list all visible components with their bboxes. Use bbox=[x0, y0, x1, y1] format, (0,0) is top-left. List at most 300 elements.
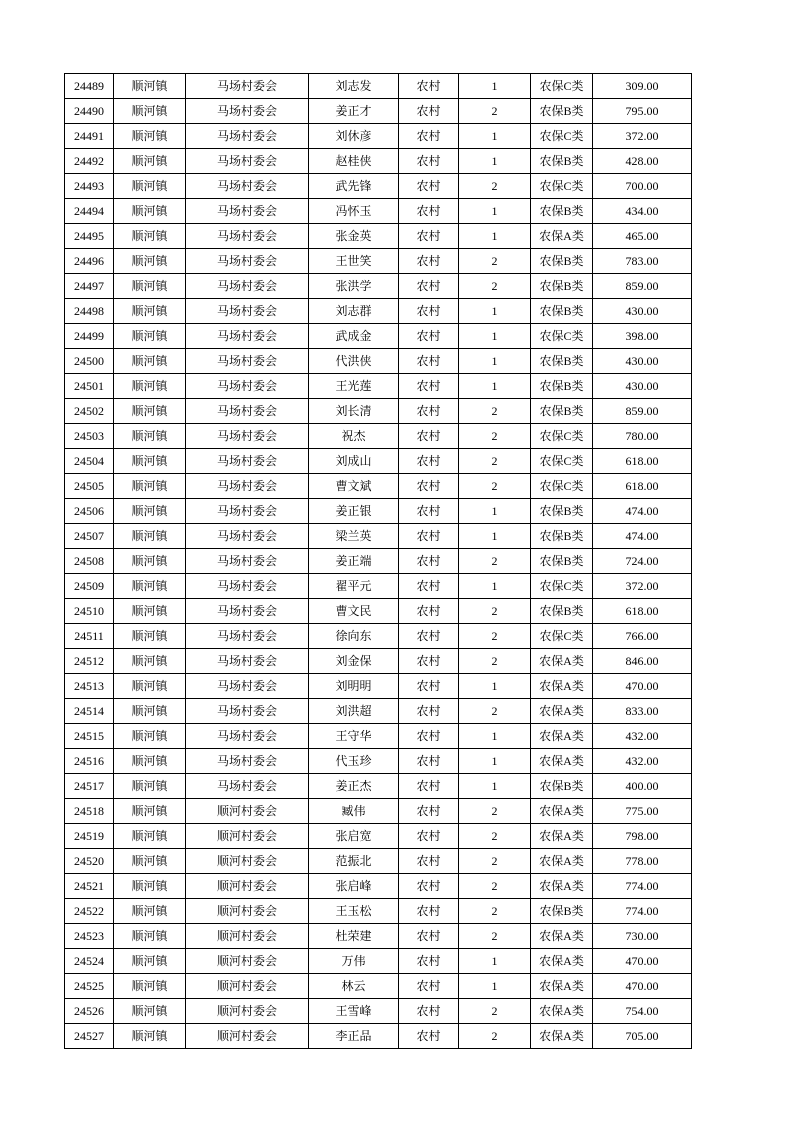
cell-village: 马场村委会 bbox=[186, 449, 309, 474]
cell-amount: 780.00 bbox=[593, 424, 692, 449]
cell-name: 王守华 bbox=[309, 724, 399, 749]
cell-village: 马场村委会 bbox=[186, 374, 309, 399]
cell-residence: 农村 bbox=[399, 699, 459, 724]
cell-amount: 430.00 bbox=[593, 349, 692, 374]
cell-id: 24504 bbox=[65, 449, 114, 474]
cell-category: 农保A类 bbox=[531, 674, 593, 699]
cell-residence: 农村 bbox=[399, 74, 459, 99]
cell-count: 2 bbox=[459, 824, 531, 849]
cell-amount: 766.00 bbox=[593, 624, 692, 649]
cell-id: 24509 bbox=[65, 574, 114, 599]
cell-village: 马场村委会 bbox=[186, 749, 309, 774]
cell-category: 农保C类 bbox=[531, 324, 593, 349]
cell-name: 刘长清 bbox=[309, 399, 399, 424]
table-row bbox=[65, 699, 692, 724]
cell-residence: 农村 bbox=[399, 99, 459, 124]
table-row bbox=[65, 924, 692, 949]
cell-town: 顺河镇 bbox=[114, 874, 186, 899]
table-row bbox=[65, 849, 692, 874]
table-row bbox=[65, 299, 692, 324]
cell-residence: 农村 bbox=[399, 449, 459, 474]
cell-residence: 农村 bbox=[399, 824, 459, 849]
cell-category: 农保B类 bbox=[531, 374, 593, 399]
cell-town: 顺河镇 bbox=[114, 274, 186, 299]
cell-count: 2 bbox=[459, 99, 531, 124]
cell-village: 马场村委会 bbox=[186, 399, 309, 424]
cell-id: 24514 bbox=[65, 699, 114, 724]
cell-id: 24516 bbox=[65, 749, 114, 774]
cell-id: 24526 bbox=[65, 999, 114, 1024]
cell-category: 农保A类 bbox=[531, 824, 593, 849]
cell-name: 姜正杰 bbox=[309, 774, 399, 799]
cell-residence: 农村 bbox=[399, 374, 459, 399]
cell-name: 姜正才 bbox=[309, 99, 399, 124]
table-row bbox=[65, 374, 692, 399]
cell-village: 马场村委会 bbox=[186, 149, 309, 174]
cell-id: 24520 bbox=[65, 849, 114, 874]
cell-count: 2 bbox=[459, 624, 531, 649]
cell-village: 马场村委会 bbox=[186, 549, 309, 574]
cell-count: 1 bbox=[459, 74, 531, 99]
cell-name: 徐向东 bbox=[309, 624, 399, 649]
cell-category: 农保B类 bbox=[531, 249, 593, 274]
cell-count: 1 bbox=[459, 574, 531, 599]
cell-amount: 309.00 bbox=[593, 74, 692, 99]
cell-category: 农保A类 bbox=[531, 1024, 593, 1049]
cell-count: 2 bbox=[459, 1024, 531, 1049]
table-row bbox=[65, 424, 692, 449]
cell-count: 2 bbox=[459, 449, 531, 474]
cell-id: 24519 bbox=[65, 824, 114, 849]
cell-amount: 724.00 bbox=[593, 549, 692, 574]
cell-name: 张启峰 bbox=[309, 874, 399, 899]
cell-category: 农保A类 bbox=[531, 874, 593, 899]
table-row bbox=[65, 899, 692, 924]
cell-category: 农保C类 bbox=[531, 124, 593, 149]
cell-name: 王世笑 bbox=[309, 249, 399, 274]
cell-amount: 470.00 bbox=[593, 974, 692, 999]
cell-amount: 798.00 bbox=[593, 824, 692, 849]
cell-id: 24515 bbox=[65, 724, 114, 749]
table-row bbox=[65, 649, 692, 674]
cell-id: 24495 bbox=[65, 224, 114, 249]
cell-name: 刘金保 bbox=[309, 649, 399, 674]
cell-village: 马场村委会 bbox=[186, 499, 309, 524]
cell-village: 马场村委会 bbox=[186, 649, 309, 674]
cell-name: 冯怀玉 bbox=[309, 199, 399, 224]
cell-category: 农保B类 bbox=[531, 299, 593, 324]
cell-id: 24491 bbox=[65, 124, 114, 149]
cell-name: 王玉松 bbox=[309, 899, 399, 924]
cell-village: 马场村委会 bbox=[186, 574, 309, 599]
cell-amount: 400.00 bbox=[593, 774, 692, 799]
cell-id: 24506 bbox=[65, 499, 114, 524]
cell-residence: 农村 bbox=[399, 924, 459, 949]
cell-village: 顺河村委会 bbox=[186, 924, 309, 949]
cell-village: 顺河村委会 bbox=[186, 1024, 309, 1049]
table-row bbox=[65, 674, 692, 699]
table-row bbox=[65, 874, 692, 899]
cell-category: 农保B类 bbox=[531, 274, 593, 299]
cell-count: 2 bbox=[459, 924, 531, 949]
cell-category: 农保A类 bbox=[531, 649, 593, 674]
cell-town: 顺河镇 bbox=[114, 549, 186, 574]
cell-residence: 农村 bbox=[399, 324, 459, 349]
cell-village: 马场村委会 bbox=[186, 274, 309, 299]
cell-town: 顺河镇 bbox=[114, 174, 186, 199]
cell-name: 武成金 bbox=[309, 324, 399, 349]
cell-category: 农保C类 bbox=[531, 574, 593, 599]
cell-count: 1 bbox=[459, 524, 531, 549]
cell-town: 顺河镇 bbox=[114, 224, 186, 249]
cell-residence: 农村 bbox=[399, 674, 459, 699]
table-row bbox=[65, 524, 692, 549]
cell-town: 顺河镇 bbox=[114, 599, 186, 624]
cell-amount: 833.00 bbox=[593, 699, 692, 724]
benefits-table bbox=[64, 73, 692, 1049]
cell-name: 刘休彦 bbox=[309, 124, 399, 149]
cell-count: 1 bbox=[459, 499, 531, 524]
cell-name: 刘志群 bbox=[309, 299, 399, 324]
cell-residence: 农村 bbox=[399, 149, 459, 174]
table-row bbox=[65, 774, 692, 799]
cell-town: 顺河镇 bbox=[114, 299, 186, 324]
cell-name: 刘志发 bbox=[309, 74, 399, 99]
cell-id: 24513 bbox=[65, 674, 114, 699]
cell-id: 24499 bbox=[65, 324, 114, 349]
cell-count: 2 bbox=[459, 399, 531, 424]
cell-id: 24496 bbox=[65, 249, 114, 274]
cell-amount: 432.00 bbox=[593, 724, 692, 749]
table-row bbox=[65, 549, 692, 574]
table-row bbox=[65, 949, 692, 974]
cell-town: 顺河镇 bbox=[114, 124, 186, 149]
cell-town: 顺河镇 bbox=[114, 774, 186, 799]
table-row bbox=[65, 824, 692, 849]
cell-amount: 795.00 bbox=[593, 99, 692, 124]
cell-amount: 775.00 bbox=[593, 799, 692, 824]
cell-category: 农保C类 bbox=[531, 474, 593, 499]
cell-count: 2 bbox=[459, 424, 531, 449]
cell-residence: 农村 bbox=[399, 399, 459, 424]
cell-village: 马场村委会 bbox=[186, 699, 309, 724]
cell-category: 农保B类 bbox=[531, 149, 593, 174]
cell-amount: 700.00 bbox=[593, 174, 692, 199]
cell-town: 顺河镇 bbox=[114, 449, 186, 474]
cell-category: 农保C类 bbox=[531, 74, 593, 99]
cell-residence: 农村 bbox=[399, 549, 459, 574]
cell-amount: 430.00 bbox=[593, 299, 692, 324]
cell-id: 24503 bbox=[65, 424, 114, 449]
cell-amount: 705.00 bbox=[593, 1024, 692, 1049]
cell-village: 顺河村委会 bbox=[186, 899, 309, 924]
cell-town: 顺河镇 bbox=[114, 674, 186, 699]
cell-category: 农保C类 bbox=[531, 449, 593, 474]
cell-village: 马场村委会 bbox=[186, 424, 309, 449]
cell-village: 马场村委会 bbox=[186, 199, 309, 224]
cell-id: 24518 bbox=[65, 799, 114, 824]
cell-village: 马场村委会 bbox=[186, 224, 309, 249]
cell-count: 1 bbox=[459, 299, 531, 324]
cell-town: 顺河镇 bbox=[114, 524, 186, 549]
cell-count: 1 bbox=[459, 724, 531, 749]
cell-amount: 754.00 bbox=[593, 999, 692, 1024]
cell-amount: 465.00 bbox=[593, 224, 692, 249]
cell-id: 24493 bbox=[65, 174, 114, 199]
cell-village: 马场村委会 bbox=[186, 774, 309, 799]
table-row bbox=[65, 274, 692, 299]
cell-count: 2 bbox=[459, 999, 531, 1024]
table-row bbox=[65, 349, 692, 374]
cell-count: 2 bbox=[459, 899, 531, 924]
cell-amount: 474.00 bbox=[593, 499, 692, 524]
cell-id: 24512 bbox=[65, 649, 114, 674]
table-row bbox=[65, 974, 692, 999]
cell-amount: 783.00 bbox=[593, 249, 692, 274]
cell-amount: 398.00 bbox=[593, 324, 692, 349]
cell-id: 24490 bbox=[65, 99, 114, 124]
cell-count: 2 bbox=[459, 874, 531, 899]
cell-town: 顺河镇 bbox=[114, 474, 186, 499]
cell-town: 顺河镇 bbox=[114, 349, 186, 374]
cell-name: 王光莲 bbox=[309, 374, 399, 399]
cell-town: 顺河镇 bbox=[114, 624, 186, 649]
cell-village: 马场村委会 bbox=[186, 174, 309, 199]
table-row bbox=[65, 449, 692, 474]
table-row bbox=[65, 99, 692, 124]
cell-name: 刘明明 bbox=[309, 674, 399, 699]
cell-name: 代玉珍 bbox=[309, 749, 399, 774]
cell-category: 农保A类 bbox=[531, 699, 593, 724]
cell-residence: 农村 bbox=[399, 749, 459, 774]
cell-count: 2 bbox=[459, 599, 531, 624]
table-row bbox=[65, 799, 692, 824]
cell-residence: 农村 bbox=[399, 499, 459, 524]
cell-count: 1 bbox=[459, 774, 531, 799]
cell-count: 1 bbox=[459, 674, 531, 699]
cell-town: 顺河镇 bbox=[114, 399, 186, 424]
table-row bbox=[65, 749, 692, 774]
cell-name: 张洪学 bbox=[309, 274, 399, 299]
cell-residence: 农村 bbox=[399, 599, 459, 624]
cell-town: 顺河镇 bbox=[114, 699, 186, 724]
cell-count: 1 bbox=[459, 749, 531, 774]
cell-village: 马场村委会 bbox=[186, 324, 309, 349]
cell-residence: 农村 bbox=[399, 474, 459, 499]
cell-id: 24500 bbox=[65, 349, 114, 374]
cell-count: 1 bbox=[459, 224, 531, 249]
cell-amount: 774.00 bbox=[593, 899, 692, 924]
cell-village: 马场村委会 bbox=[186, 99, 309, 124]
table-row bbox=[65, 124, 692, 149]
cell-id: 24522 bbox=[65, 899, 114, 924]
cell-count: 1 bbox=[459, 124, 531, 149]
cell-count: 2 bbox=[459, 249, 531, 274]
cell-village: 马场村委会 bbox=[186, 599, 309, 624]
cell-id: 24517 bbox=[65, 774, 114, 799]
cell-amount: 730.00 bbox=[593, 924, 692, 949]
cell-name: 梁兰英 bbox=[309, 524, 399, 549]
cell-residence: 农村 bbox=[399, 174, 459, 199]
cell-residence: 农村 bbox=[399, 949, 459, 974]
table-row bbox=[65, 149, 692, 174]
cell-residence: 农村 bbox=[399, 574, 459, 599]
cell-residence: 农村 bbox=[399, 299, 459, 324]
table-row bbox=[65, 999, 692, 1024]
cell-town: 顺河镇 bbox=[114, 574, 186, 599]
cell-residence: 农村 bbox=[399, 974, 459, 999]
table-row bbox=[65, 74, 692, 99]
cell-id: 24502 bbox=[65, 399, 114, 424]
cell-village: 顺河村委会 bbox=[186, 974, 309, 999]
cell-residence: 农村 bbox=[399, 849, 459, 874]
cell-village: 马场村委会 bbox=[186, 524, 309, 549]
cell-count: 1 bbox=[459, 324, 531, 349]
cell-village: 马场村委会 bbox=[186, 74, 309, 99]
cell-category: 农保B类 bbox=[531, 524, 593, 549]
cell-village: 顺河村委会 bbox=[186, 849, 309, 874]
cell-village: 马场村委会 bbox=[186, 474, 309, 499]
cell-residence: 农村 bbox=[399, 899, 459, 924]
cell-id: 24501 bbox=[65, 374, 114, 399]
cell-village: 马场村委会 bbox=[186, 299, 309, 324]
cell-amount: 859.00 bbox=[593, 274, 692, 299]
table-row bbox=[65, 499, 692, 524]
cell-amount: 432.00 bbox=[593, 749, 692, 774]
cell-category: 农保A类 bbox=[531, 949, 593, 974]
cell-village: 马场村委会 bbox=[186, 674, 309, 699]
cell-count: 2 bbox=[459, 549, 531, 574]
cell-count: 1 bbox=[459, 949, 531, 974]
table-row bbox=[65, 324, 692, 349]
cell-village: 马场村委会 bbox=[186, 624, 309, 649]
cell-category: 农保A类 bbox=[531, 849, 593, 874]
cell-town: 顺河镇 bbox=[114, 899, 186, 924]
cell-count: 2 bbox=[459, 849, 531, 874]
table-row bbox=[65, 724, 692, 749]
cell-amount: 470.00 bbox=[593, 949, 692, 974]
cell-id: 24489 bbox=[65, 74, 114, 99]
cell-name: 王雪峰 bbox=[309, 999, 399, 1024]
cell-town: 顺河镇 bbox=[114, 249, 186, 274]
cell-name: 代洪侠 bbox=[309, 349, 399, 374]
cell-town: 顺河镇 bbox=[114, 999, 186, 1024]
cell-amount: 859.00 bbox=[593, 399, 692, 424]
cell-category: 农保C类 bbox=[531, 624, 593, 649]
cell-count: 1 bbox=[459, 149, 531, 174]
cell-category: 农保B类 bbox=[531, 199, 593, 224]
cell-count: 1 bbox=[459, 349, 531, 374]
cell-amount: 428.00 bbox=[593, 149, 692, 174]
cell-amount: 846.00 bbox=[593, 649, 692, 674]
cell-category: 农保B类 bbox=[531, 399, 593, 424]
table-body bbox=[65, 74, 692, 1049]
table-row bbox=[65, 599, 692, 624]
cell-amount: 430.00 bbox=[593, 374, 692, 399]
cell-village: 顺河村委会 bbox=[186, 824, 309, 849]
cell-name: 李正品 bbox=[309, 1024, 399, 1049]
cell-category: 农保B类 bbox=[531, 599, 593, 624]
table-row bbox=[65, 624, 692, 649]
cell-id: 24505 bbox=[65, 474, 114, 499]
table-row bbox=[65, 574, 692, 599]
cell-id: 24521 bbox=[65, 874, 114, 899]
cell-residence: 农村 bbox=[399, 274, 459, 299]
cell-name: 张启宽 bbox=[309, 824, 399, 849]
table-row bbox=[65, 224, 692, 249]
cell-count: 1 bbox=[459, 199, 531, 224]
table-row bbox=[65, 399, 692, 424]
cell-amount: 434.00 bbox=[593, 199, 692, 224]
cell-town: 顺河镇 bbox=[114, 424, 186, 449]
cell-name: 曹文斌 bbox=[309, 474, 399, 499]
cell-residence: 农村 bbox=[399, 349, 459, 374]
cell-category: 农保B类 bbox=[531, 499, 593, 524]
cell-name: 臧伟 bbox=[309, 799, 399, 824]
cell-category: 农保C类 bbox=[531, 174, 593, 199]
cell-id: 24508 bbox=[65, 549, 114, 574]
cell-town: 顺河镇 bbox=[114, 749, 186, 774]
cell-town: 顺河镇 bbox=[114, 324, 186, 349]
cell-residence: 农村 bbox=[399, 524, 459, 549]
cell-count: 2 bbox=[459, 699, 531, 724]
cell-amount: 372.00 bbox=[593, 124, 692, 149]
table-sheet bbox=[64, 73, 692, 1049]
cell-id: 24497 bbox=[65, 274, 114, 299]
cell-id: 24507 bbox=[65, 524, 114, 549]
cell-name: 范振北 bbox=[309, 849, 399, 874]
cell-town: 顺河镇 bbox=[114, 724, 186, 749]
cell-count: 2 bbox=[459, 474, 531, 499]
cell-amount: 372.00 bbox=[593, 574, 692, 599]
cell-town: 顺河镇 bbox=[114, 499, 186, 524]
cell-name: 姜正端 bbox=[309, 549, 399, 574]
cell-village: 顺河村委会 bbox=[186, 949, 309, 974]
cell-residence: 农村 bbox=[399, 199, 459, 224]
cell-residence: 农村 bbox=[399, 799, 459, 824]
cell-town: 顺河镇 bbox=[114, 74, 186, 99]
cell-id: 24492 bbox=[65, 149, 114, 174]
cell-count: 2 bbox=[459, 649, 531, 674]
cell-id: 24524 bbox=[65, 949, 114, 974]
cell-name: 赵桂侠 bbox=[309, 149, 399, 174]
cell-residence: 农村 bbox=[399, 224, 459, 249]
cell-name: 林云 bbox=[309, 974, 399, 999]
cell-name: 杜荣建 bbox=[309, 924, 399, 949]
cell-id: 24523 bbox=[65, 924, 114, 949]
cell-village: 顺河村委会 bbox=[186, 999, 309, 1024]
cell-village: 马场村委会 bbox=[186, 349, 309, 374]
cell-village: 顺河村委会 bbox=[186, 874, 309, 899]
cell-residence: 农村 bbox=[399, 724, 459, 749]
cell-name: 万伟 bbox=[309, 949, 399, 974]
table-row bbox=[65, 249, 692, 274]
table-row bbox=[65, 199, 692, 224]
cell-town: 顺河镇 bbox=[114, 199, 186, 224]
cell-residence: 农村 bbox=[399, 999, 459, 1024]
cell-count: 1 bbox=[459, 374, 531, 399]
cell-name: 翟平元 bbox=[309, 574, 399, 599]
cell-id: 24527 bbox=[65, 1024, 114, 1049]
cell-id: 24494 bbox=[65, 199, 114, 224]
cell-town: 顺河镇 bbox=[114, 924, 186, 949]
cell-town: 顺河镇 bbox=[114, 649, 186, 674]
cell-town: 顺河镇 bbox=[114, 974, 186, 999]
cell-name: 刘成山 bbox=[309, 449, 399, 474]
cell-count: 1 bbox=[459, 974, 531, 999]
cell-residence: 农村 bbox=[399, 424, 459, 449]
cell-category: 农保B类 bbox=[531, 99, 593, 124]
